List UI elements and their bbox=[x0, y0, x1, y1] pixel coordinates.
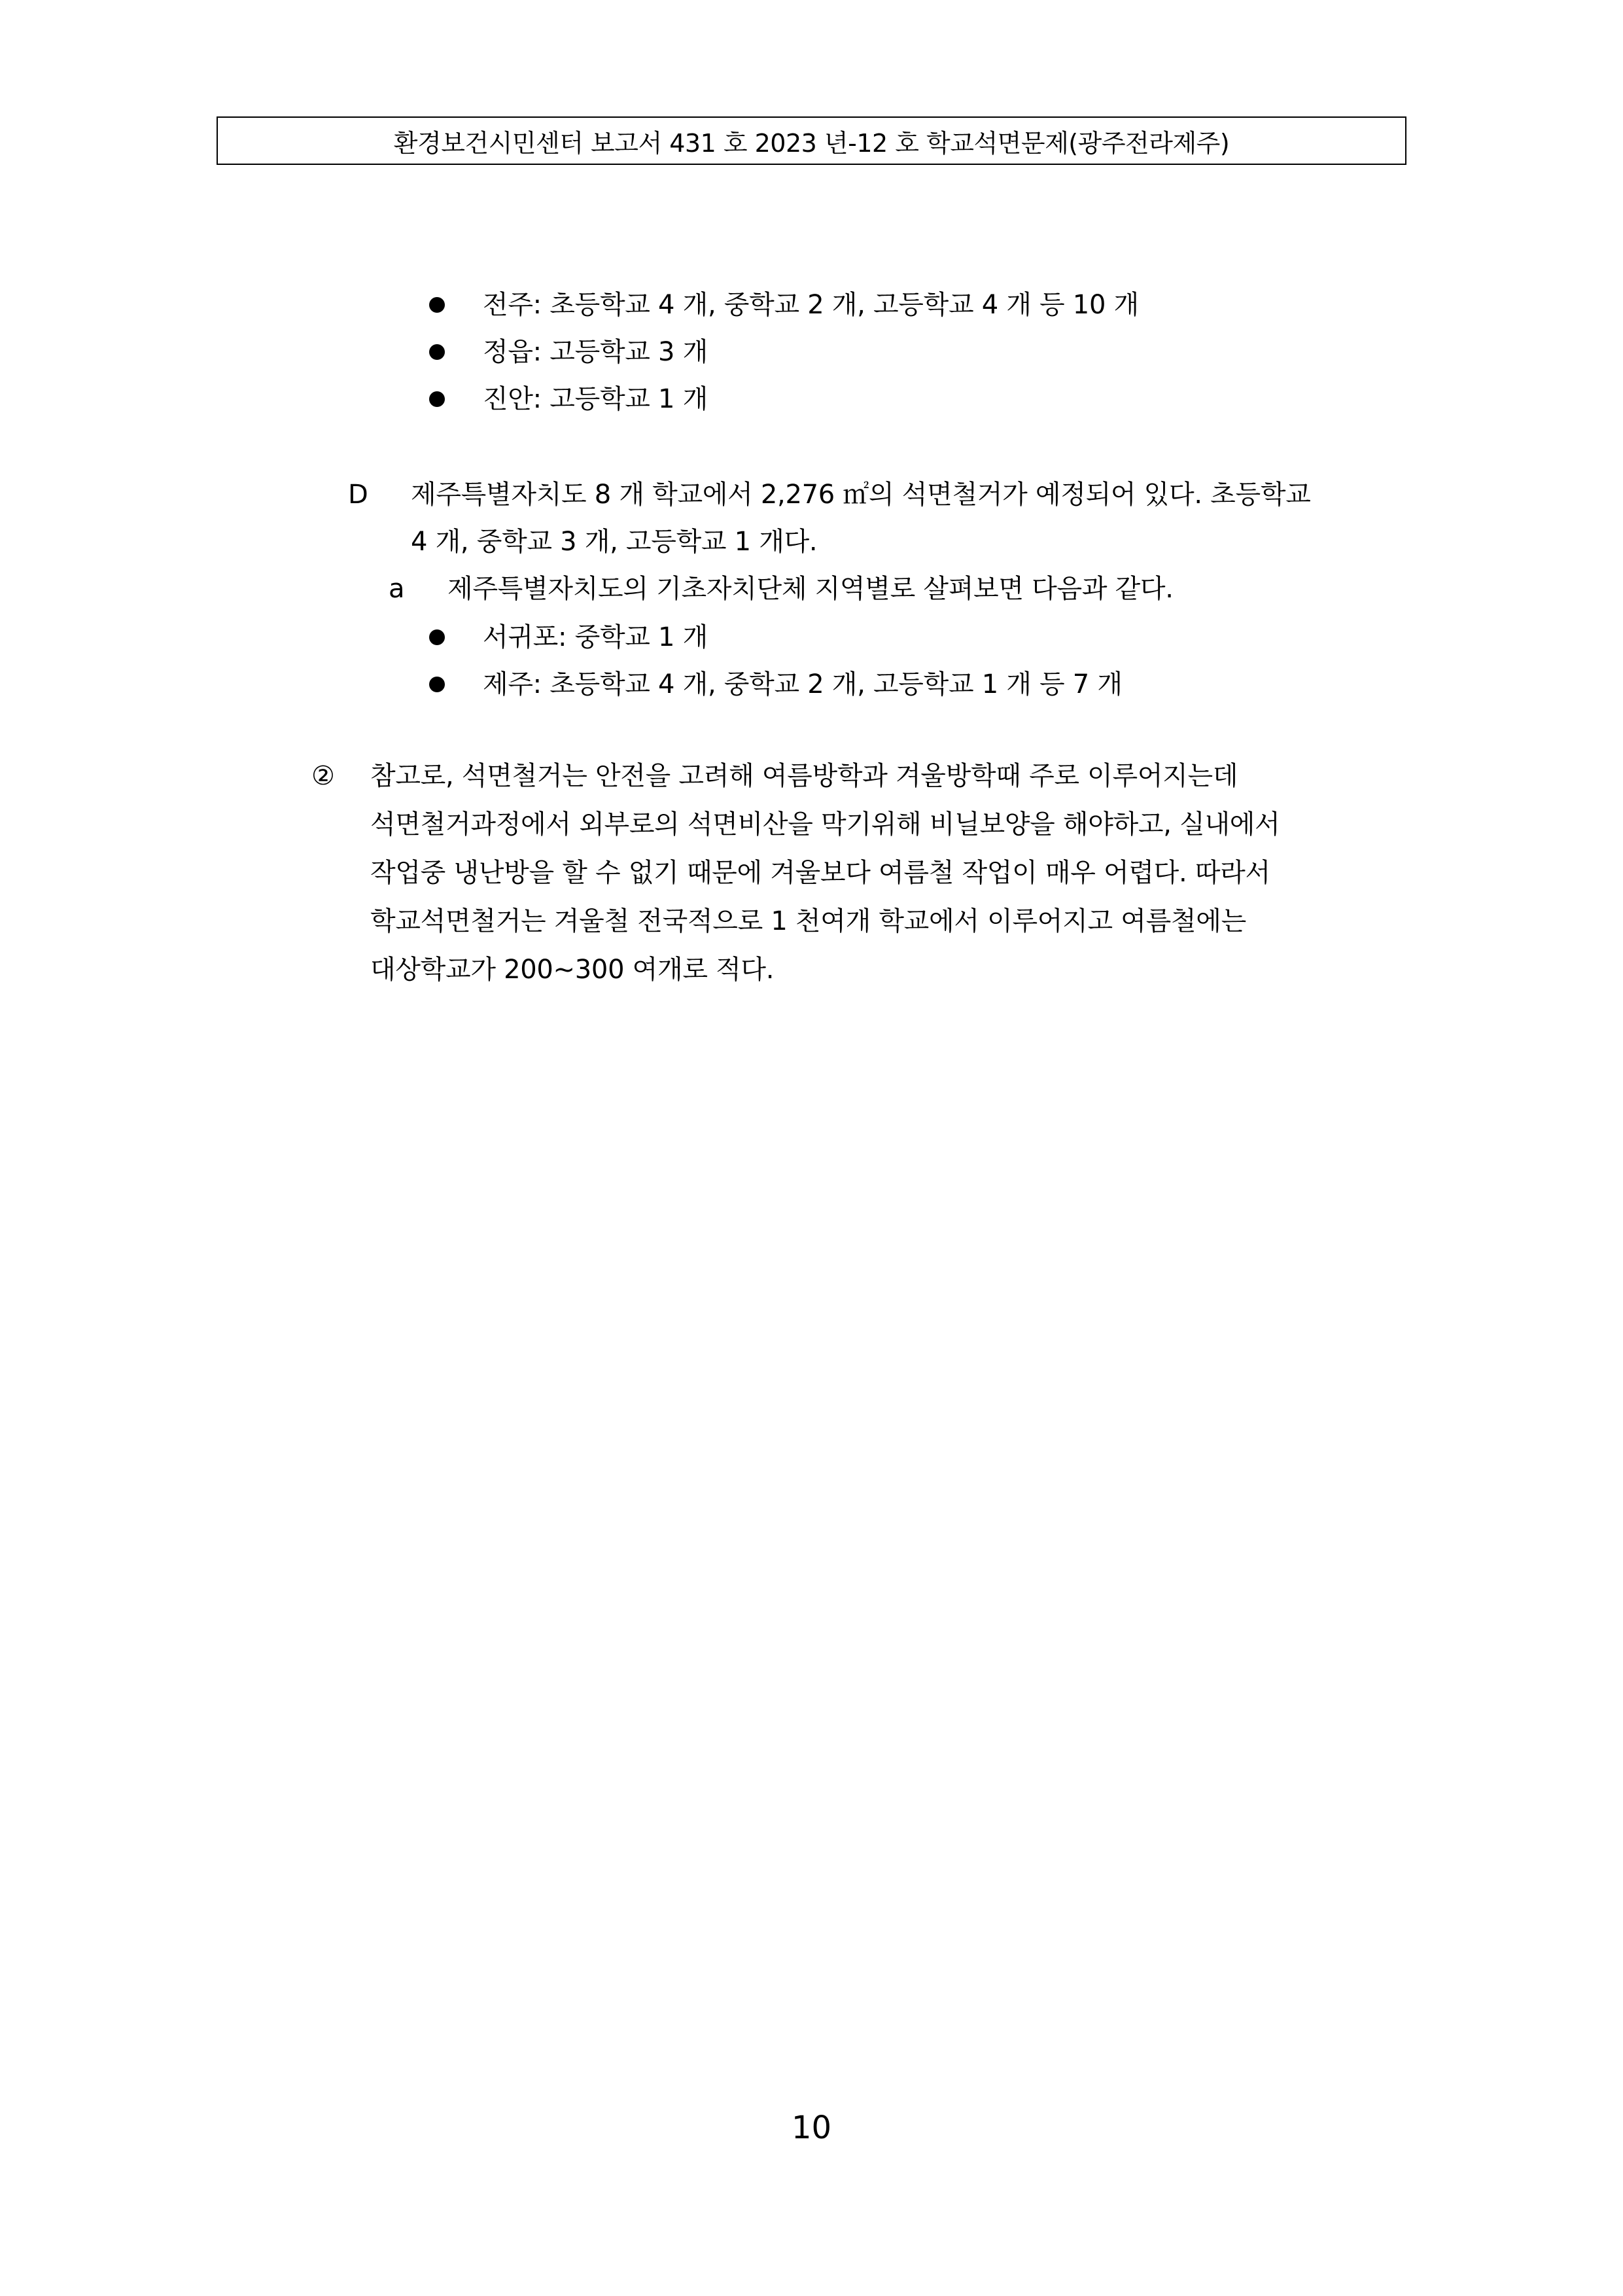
note-line: 석면철거과정에서 외부로의 석면비산을 막기위해 비닐보양을 해야하고, 실내에서 bbox=[370, 809, 1280, 839]
subsection-text: 제주특별자치도의 기초자치단체 지역별로 살펴보면 다음과 같다. bbox=[447, 574, 1174, 604]
list-item: 정읍: 고등학교 3 개 bbox=[483, 337, 708, 367]
note-line: 참고로, 석면철거는 안전을 고려해 여름방학과 겨울방학때 주로 이루어지는데 bbox=[370, 761, 1238, 791]
note-marker: ② bbox=[311, 761, 335, 791]
list-item: 진안: 고등학교 1 개 bbox=[483, 384, 708, 414]
note-line: 대상학교가 200~300 여개로 적다. bbox=[370, 955, 775, 985]
bullet-icon bbox=[429, 391, 445, 407]
note-line: 학교석면철거는 겨울철 전국적으로 1 천여개 학교에서 이루어지고 여름철에는 bbox=[370, 906, 1246, 936]
bullet-icon bbox=[429, 297, 445, 313]
section-marker: D bbox=[348, 480, 368, 510]
bullet-icon bbox=[429, 629, 445, 645]
section-text-line: 제주특별자치도 8 개 학교에서 2,276 ㎡의 석면철거가 예정되어 있다. 초등학교 bbox=[411, 480, 1311, 510]
note-line: 작업중 냉난방을 할 수 없기 때문에 겨울보다 여름철 작업이 매우 어렵다. 따라서 bbox=[370, 858, 1270, 888]
report-header-title: 환경보건시민센터 보고서 431 호 2023 년-12 호 학교석면문제(광주전라제주) bbox=[393, 128, 1230, 158]
bullet-icon bbox=[429, 344, 445, 360]
page-number: 10 bbox=[791, 2110, 832, 2146]
list-item: 제주: 초등학교 4 개, 중학교 2 개, 고등학교 1 개 등 7 개 bbox=[483, 669, 1123, 699]
report-header bbox=[217, 116, 1406, 165]
section-text-line: 4 개, 중학교 3 개, 고등학교 1 개다. bbox=[411, 527, 818, 557]
bullet-icon bbox=[429, 677, 445, 692]
list-item: 전주: 초등학교 4 개, 중학교 2 개, 고등학교 4 개 등 10 개 bbox=[483, 290, 1139, 320]
list-item: 서귀포: 중학교 1 개 bbox=[483, 622, 708, 652]
subsection-marker: a bbox=[389, 574, 405, 604]
